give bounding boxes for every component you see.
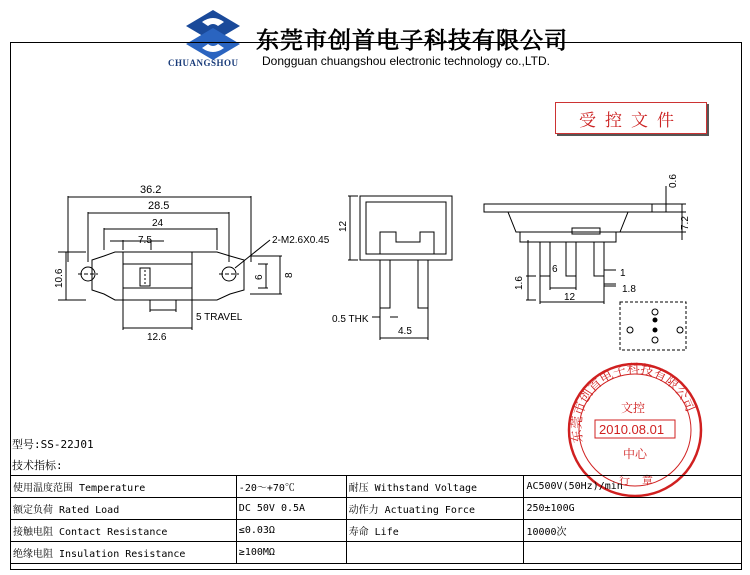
spec-table: [10, 475, 742, 564]
dim-1: 1: [620, 268, 626, 279]
dim-overall: 36.2: [140, 184, 162, 196]
table-row: [11, 542, 742, 564]
dim-4-5: 4.5: [398, 326, 412, 337]
table-row: [11, 498, 742, 520]
spec-label: 额定负荷 Rated Load: [11, 498, 237, 520]
dim-hole: 2-M2.6X0.45: [272, 235, 330, 246]
spec-value: [524, 542, 742, 564]
dim-mount: 28.5: [148, 200, 170, 212]
controlled-document-label: 受控文件: [555, 102, 707, 134]
stamp-bottom-text: 行章: [619, 474, 665, 487]
dim-6: 6: [254, 274, 265, 280]
stamp-center-bottom: 中心: [623, 447, 648, 461]
spec-value: ≥100MΩ: [236, 542, 346, 564]
dim-7-2: 7.2: [680, 216, 691, 230]
dim-24: 24: [152, 218, 164, 229]
dim-8: 8: [284, 272, 295, 278]
spec-value: 10000次: [524, 520, 742, 542]
dim-10-6: 10.6: [54, 268, 65, 288]
spec-label: [346, 542, 524, 564]
dim-12-side: 12: [338, 220, 349, 232]
dim-12-6: 12.6: [147, 332, 167, 343]
dim-1-8: 1.8: [622, 284, 636, 295]
spec-label: 寿命 Life: [346, 520, 524, 542]
spec-label: 动作力 Actuating Force: [346, 498, 524, 520]
company-name-en: Dongguan chuangshou electronic technology co.,LTD.: [262, 54, 550, 68]
stamp-date: 2010.08.01: [599, 422, 665, 437]
logo-wordmark: CHUANGSHOU: [168, 58, 239, 68]
dim-1-6: 1.6: [514, 276, 525, 290]
spec-value: -20～+70℃: [236, 476, 346, 498]
dim-7-5: 7.5: [138, 235, 152, 246]
company-name-cn: 东莞市创首电子科技有限公司: [256, 28, 568, 54]
dim-6-right: 6: [552, 264, 558, 275]
table-row: [11, 520, 742, 542]
travel-label: 5 TRAVEL: [196, 312, 243, 323]
spec-label: 耐压 Withstand Voltage: [346, 476, 524, 498]
model-number: 型号:SS-22J01: [12, 438, 94, 451]
spec-value: 250±100G: [524, 498, 742, 520]
spec-label: 接触电阻 Contact Resistance: [11, 520, 237, 542]
spec-label: 使用温度范围 Temperature: [11, 476, 237, 498]
thickness-label: 0.5 THK: [332, 314, 369, 325]
spec-value: AC500V(50Hz)/min: [524, 476, 742, 498]
stamp-center-top: 文控: [621, 401, 646, 415]
spec-value: DC 50V 0.5A: [236, 498, 346, 520]
dim-12-right: 12: [564, 292, 576, 303]
table-row: [11, 476, 742, 498]
stamp-ring-text: 东莞市创首电子科技有限公司: [569, 362, 698, 444]
spec-value: ≤0.03Ω: [236, 520, 346, 542]
spec-title: 技术指标:: [12, 459, 63, 472]
dim-0-6: 0.6: [668, 174, 679, 188]
spec-label: 绝缘电阻 Insulation Resistance: [11, 542, 237, 564]
